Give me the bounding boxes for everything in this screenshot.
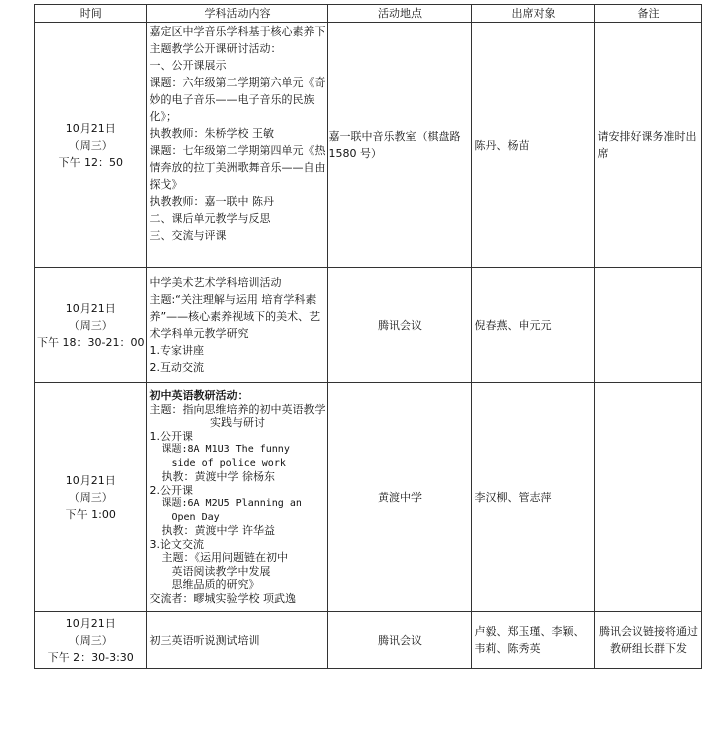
content-line: 2.公开课	[149, 483, 193, 497]
content-line: 1.专家讲座	[149, 344, 204, 357]
table-row	[35, 383, 702, 612]
attendees-cell: 陈丹、杨苗	[472, 23, 595, 268]
content-line: 化》；	[149, 110, 177, 123]
date-text: 10月21日	[65, 616, 116, 630]
header-note: 备注	[595, 5, 702, 23]
time-cell	[35, 383, 147, 612]
content-line: 执教教师：朱桥学校 王敏	[149, 127, 274, 140]
content-line: 1.公开课	[149, 429, 193, 443]
content-line: 养”——核心素养视域下的美术、艺	[149, 310, 321, 323]
attendees-cell: 李汉柳、管志萍	[472, 383, 595, 612]
content-line: Open Day	[171, 511, 220, 523]
place-cell	[328, 23, 472, 268]
content-line: 主题:“关注理解与运用 培育学科素	[149, 293, 317, 306]
content-line: 思维品质的研究》	[171, 578, 260, 591]
weekday-text: （周三）	[68, 138, 113, 152]
content-line: 嘉定区中学音乐学科基于核心素养下	[149, 25, 326, 38]
time-cell	[35, 23, 147, 268]
note-cell	[595, 383, 702, 612]
activity-schedule-table	[34, 4, 702, 669]
table-row	[35, 23, 702, 268]
content-line: 妙的电子音乐——电子音乐的民族	[149, 93, 315, 106]
time-cell	[35, 612, 147, 669]
header-attendees: 出席对象	[472, 5, 595, 23]
attendees-text: 卢毅、郑玉瑾、李颖、韦莉、陈秀英	[474, 625, 585, 655]
content-line: 探戈》	[149, 178, 183, 191]
content-line: 2.互动交流	[149, 361, 204, 374]
content-line: 二、课后单元教学与反思	[149, 212, 271, 225]
header-place: 活动地点	[328, 5, 472, 23]
table-row	[35, 612, 702, 669]
note-cell	[595, 612, 702, 669]
date-text: 10月21日	[65, 473, 116, 487]
attendees-cell: 倪春燕、申元元	[472, 268, 595, 383]
weekday-text: （周三）	[68, 318, 113, 332]
content-cell: 初三英语听说测试培训	[147, 612, 328, 669]
content-line: 交流者：疁城实验学校 项武逸	[149, 591, 296, 605]
note-cell	[595, 23, 702, 268]
content-line: 课题：六年级第二学期第六单元《奇	[149, 76, 326, 89]
content-line: 课题:6A M2U5 Planning an	[161, 498, 302, 509]
content-cell	[147, 383, 328, 612]
content-theme: 主题：指向思维培养的初中英语教学	[149, 402, 326, 416]
content-line: 主题：《运用问题链在初中	[161, 551, 288, 564]
content-line: 三、交流与评课	[149, 229, 227, 242]
place-cell: 黄渡中学	[328, 383, 472, 612]
content-line: 执教教师：嘉一联中 陈丹	[149, 195, 274, 208]
hour-text: 下午 12：50	[58, 155, 123, 169]
note-text: 请安排好课务准时出席	[597, 130, 697, 160]
header-time: 时间	[35, 5, 147, 23]
content-line: 执教：黄渡中学 徐杨东	[161, 470, 275, 483]
content-cell	[147, 268, 328, 383]
content-theme: 实践与研讨	[209, 416, 265, 429]
date-text: 10月21日	[65, 301, 116, 315]
attendees-cell	[472, 612, 595, 669]
date-text: 10月21日	[65, 121, 116, 135]
content-title: 初中英语教研活动：	[149, 389, 249, 402]
time-cell	[35, 268, 147, 383]
header-content: 学科活动内容	[147, 5, 328, 23]
weekday-text: （周三）	[68, 490, 113, 504]
hour-text: 下午 1:00	[65, 507, 116, 521]
content-line: 主题教学公开课研讨活动：	[149, 42, 282, 55]
content-line: side of police work	[171, 457, 286, 469]
weekday-text: （周三）	[68, 633, 113, 647]
hour-text: 下午 2：30-3:30	[47, 650, 134, 664]
content-line: 英语阅读教学中发展	[171, 564, 271, 578]
place-text: 嘉一联中音乐教室（棋盘路	[328, 130, 461, 143]
table-header-row	[35, 5, 702, 23]
place-cell: 腾讯会议	[328, 612, 472, 669]
content-line: 课题：七年级第二学期第四单元《热	[149, 144, 326, 157]
place-cell: 腾讯会议	[328, 268, 472, 383]
content-cell	[147, 23, 328, 268]
content-line: 课题:8A M1U3 The funny	[161, 444, 290, 455]
note-text: 腾讯会议链接将通过教研组长群下发	[598, 625, 698, 655]
note-cell	[595, 268, 702, 383]
content-line: 术学科单元教学研究	[149, 327, 249, 340]
content-line: 3.论文交流	[149, 537, 204, 551]
place-text: 1580 号）	[328, 147, 382, 160]
content-line: 中学美术艺术学科培训活动	[149, 276, 282, 289]
content-line: 一、公开课展示	[149, 59, 227, 72]
table-row	[35, 268, 702, 383]
content-line: 情奔放的拉丁美洲歌舞音乐——自由	[149, 161, 326, 174]
content-line: 执教：黄渡中学 许华益	[161, 524, 275, 537]
hour-text: 下午 18：30-21：00	[37, 335, 145, 349]
